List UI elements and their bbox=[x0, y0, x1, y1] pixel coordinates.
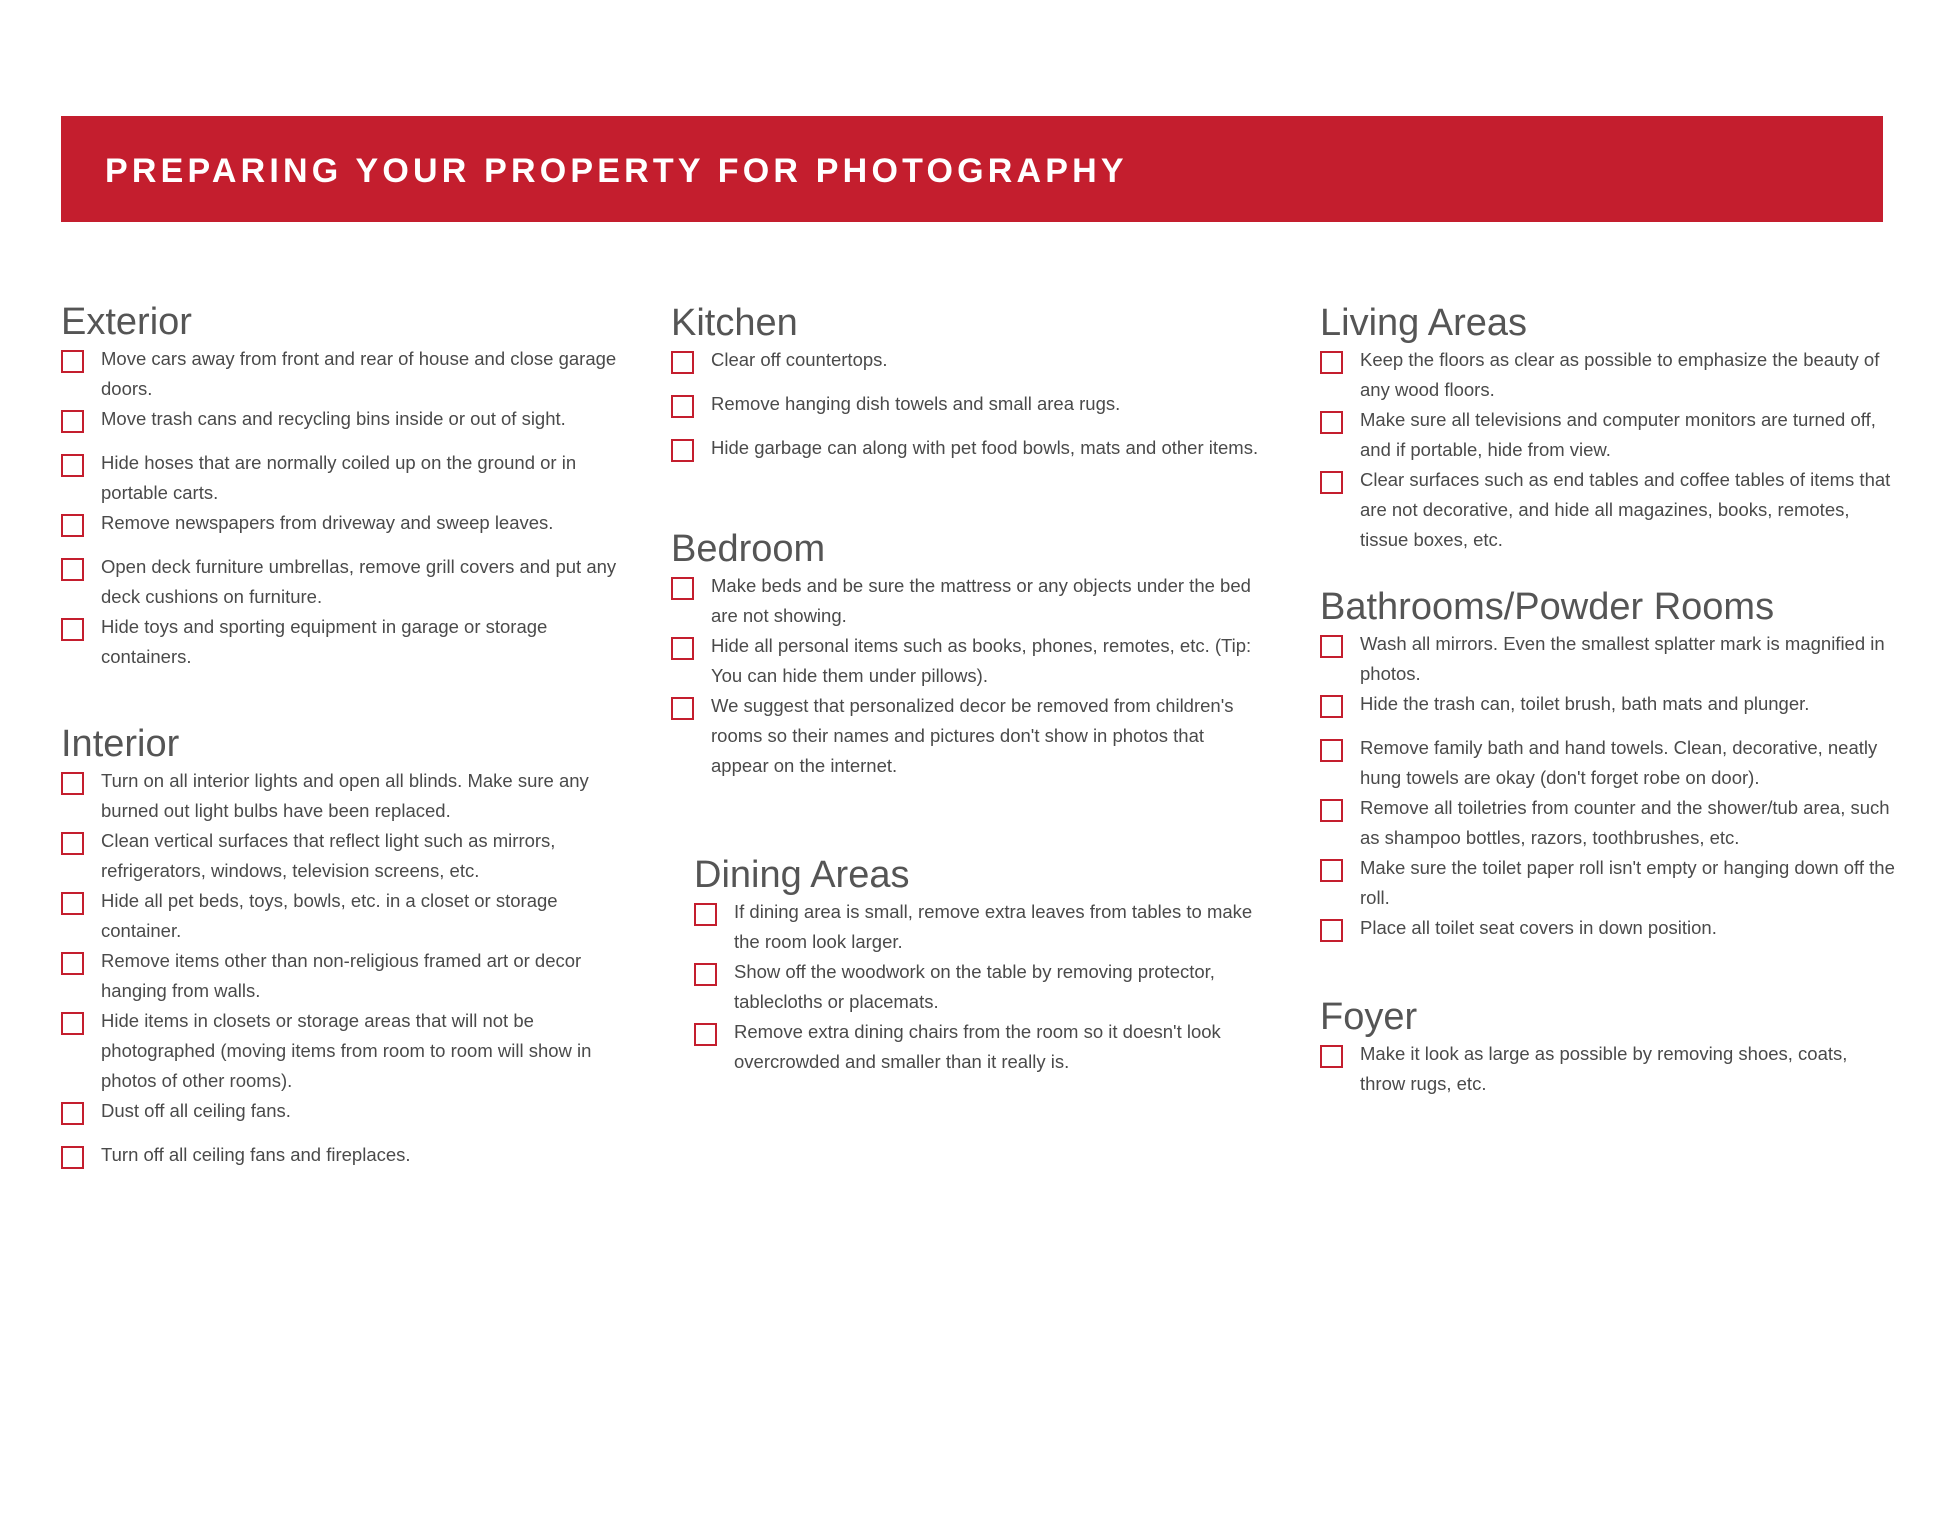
section-bedroom bbox=[671, 529, 1261, 781]
section-heading-exterior: Exterior bbox=[61, 301, 192, 343]
checklist-item: Remove newspapers from driveway and sweep leaves. bbox=[61, 508, 631, 538]
checklist-bathrooms bbox=[1320, 629, 1900, 943]
checklist-item: Place all toilet seat covers in down position. bbox=[1320, 913, 1900, 943]
section-living-areas bbox=[1320, 303, 1895, 555]
checklist-item: Clear off countertops. bbox=[671, 345, 1261, 375]
checklist-foyer bbox=[1320, 1039, 1895, 1099]
checklist-interior bbox=[61, 766, 631, 1170]
checklist-item: Dust off all ceiling fans. bbox=[61, 1096, 631, 1126]
checklist-item: Remove all toiletries from counter and the shower/tub area, such as shampoo bottles, razors, toothbrushes, etc. bbox=[1320, 793, 1900, 853]
section-exterior bbox=[61, 302, 631, 672]
checkbox[interactable] bbox=[61, 892, 84, 915]
checkbox[interactable] bbox=[61, 558, 84, 581]
checkbox[interactable] bbox=[61, 832, 84, 855]
checklist-item: Clean vertical surfaces that reflect light such as mirrors, refrigerators, windows, television screens, etc. bbox=[61, 826, 631, 886]
checklist-item: Remove items other than non-religious framed art or decor hanging from walls. bbox=[61, 946, 631, 1006]
checklist-item: Make sure the toilet paper roll isn't empty or hanging down off the roll. bbox=[1320, 853, 1900, 913]
checklist-item: Show off the woodwork on the table by removing protector, tablecloths or placemats. bbox=[694, 957, 1264, 1017]
section-interior bbox=[61, 724, 631, 1170]
checklist-item: Hide items in closets or storage areas that will not be photographed (moving items from room to room will show in photos of other rooms). bbox=[61, 1006, 631, 1096]
checkbox[interactable] bbox=[671, 577, 694, 600]
checkbox[interactable] bbox=[1320, 919, 1343, 942]
checkbox[interactable] bbox=[61, 410, 84, 433]
checklist-item: Remove family bath and hand towels. Clean, decorative, neatly hung towels are okay (don't forget robe on door). bbox=[1320, 733, 1900, 793]
checkbox[interactable] bbox=[61, 454, 84, 477]
section-dining-areas bbox=[694, 855, 1264, 1077]
section-heading-bedroom: Bedroom bbox=[671, 528, 826, 570]
section-heading-living-areas: Living Areas bbox=[1320, 302, 1528, 344]
checklist-item: Hide the trash can, toilet brush, bath mats and plunger. bbox=[1320, 689, 1900, 719]
checkbox[interactable] bbox=[1320, 695, 1343, 718]
checklist-item: Turn off all ceiling fans and fireplaces. bbox=[61, 1140, 631, 1170]
checkbox[interactable] bbox=[694, 1023, 717, 1046]
checklist-dining-areas bbox=[694, 897, 1264, 1077]
checklist-item: Make beds and be sure the mattress or any objects under the bed are not showing. bbox=[671, 571, 1261, 631]
checkbox[interactable] bbox=[1320, 471, 1343, 494]
section-heading-interior: Interior bbox=[61, 723, 180, 765]
checklist-item: Turn on all interior lights and open all blinds. Make sure any burned out light bulbs have been replaced. bbox=[61, 766, 631, 826]
checkbox[interactable] bbox=[1320, 859, 1343, 882]
checklist-item: Hide garbage can along with pet food bowls, mats and other items. bbox=[671, 433, 1261, 463]
checklist-item: Hide hoses that are normally coiled up on the ground or in portable carts. bbox=[61, 448, 631, 508]
checklist-item: Move trash cans and recycling bins inside or out of sight. bbox=[61, 404, 631, 434]
checkbox[interactable] bbox=[61, 514, 84, 537]
checklist-item: Hide all pet beds, toys, bowls, etc. in a closet or storage container. bbox=[61, 886, 631, 946]
section-bathrooms bbox=[1320, 587, 1900, 943]
checklist-item: Remove extra dining chairs from the room so it doesn't look overcrowded and smaller than it really is. bbox=[694, 1017, 1264, 1077]
checklist-item: If dining area is small, remove extra leaves from tables to make the room look larger. bbox=[694, 897, 1264, 957]
checklist-item: Hide all personal items such as books, phones, remotes, etc. (Tip: You can hide them under pillows). bbox=[671, 631, 1261, 691]
checklist-item: Clear surfaces such as end tables and coffee tables of items that are not decorative, and hide all magazines, books, remotes, tissue boxes, etc. bbox=[1320, 465, 1895, 555]
checklist-kitchen bbox=[671, 345, 1261, 463]
section-kitchen bbox=[671, 303, 1261, 463]
checklist-bedroom bbox=[671, 571, 1261, 781]
checklist-item: Keep the floors as clear as possible to emphasize the beauty of any wood floors. bbox=[1320, 345, 1895, 405]
checklist-item: We suggest that personalized decor be removed from children's rooms so their names and pictures don't show in photos that appear on the internet. bbox=[671, 691, 1261, 781]
checkbox[interactable] bbox=[1320, 1045, 1343, 1068]
checklist-item: Hide toys and sporting equipment in garage or storage containers. bbox=[61, 612, 631, 672]
checkbox[interactable] bbox=[671, 697, 694, 720]
section-heading-bathrooms: Bathrooms/Powder Rooms bbox=[1320, 586, 1775, 628]
checkbox[interactable] bbox=[61, 1012, 84, 1035]
checkbox[interactable] bbox=[671, 637, 694, 660]
section-heading-kitchen: Kitchen bbox=[671, 302, 798, 344]
checkbox[interactable] bbox=[61, 772, 84, 795]
section-heading-dining-areas: Dining Areas bbox=[694, 854, 910, 896]
section-foyer bbox=[1320, 997, 1895, 1099]
checklist-living-areas bbox=[1320, 345, 1895, 555]
checkbox[interactable] bbox=[694, 903, 717, 926]
page-title: PREPARING YOUR PROPERTY FOR PHOTOGRAPHY bbox=[105, 152, 1128, 190]
checkbox[interactable] bbox=[1320, 799, 1343, 822]
checklist-item: Open deck furniture umbrellas, remove grill covers and put any deck cushions on furniture. bbox=[61, 552, 631, 612]
checkbox[interactable] bbox=[671, 439, 694, 462]
checkbox[interactable] bbox=[694, 963, 717, 986]
checkbox[interactable] bbox=[61, 618, 84, 641]
checkbox[interactable] bbox=[61, 952, 84, 975]
checkbox[interactable] bbox=[61, 350, 84, 373]
checklist-exterior bbox=[61, 344, 631, 672]
title-banner bbox=[61, 116, 1883, 222]
checklist-item: Wash all mirrors. Even the smallest splatter mark is magnified in photos. bbox=[1320, 629, 1900, 689]
checklist-item: Remove hanging dish towels and small area rugs. bbox=[671, 389, 1261, 419]
checkbox[interactable] bbox=[1320, 411, 1343, 434]
checklist-item: Move cars away from front and rear of house and close garage doors. bbox=[61, 344, 631, 404]
checkbox[interactable] bbox=[1320, 351, 1343, 374]
section-heading-foyer: Foyer bbox=[1320, 996, 1418, 1038]
checkbox[interactable] bbox=[1320, 635, 1343, 658]
checklist-item: Make sure all televisions and computer monitors are turned off, and if portable, hide from view. bbox=[1320, 405, 1895, 465]
checklist-item: Make it look as large as possible by removing shoes, coats, throw rugs, etc. bbox=[1320, 1039, 1895, 1099]
checkbox[interactable] bbox=[671, 351, 694, 374]
checkbox[interactable] bbox=[1320, 739, 1343, 762]
checkbox[interactable] bbox=[61, 1102, 84, 1125]
checkbox[interactable] bbox=[671, 395, 694, 418]
checkbox[interactable] bbox=[61, 1146, 84, 1169]
